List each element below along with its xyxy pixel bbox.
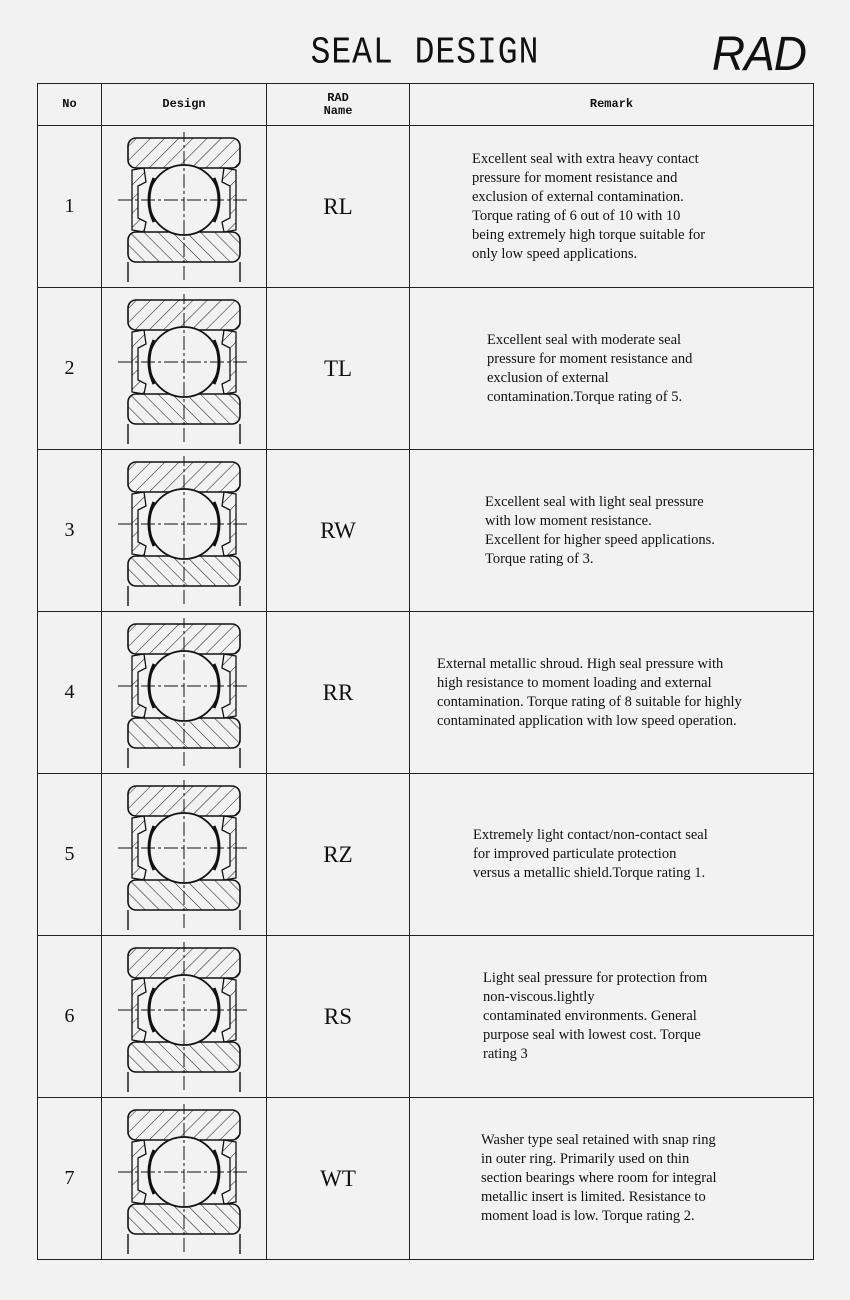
seal-design-table (37, 83, 814, 1260)
rad-name: RS (267, 936, 410, 1098)
rad-name: WT (267, 1098, 410, 1260)
bearing-seal-rr-icon (114, 618, 254, 768)
table-row (38, 450, 814, 612)
design-cell (102, 450, 267, 612)
design-cell (102, 126, 267, 288)
table-row (38, 612, 814, 774)
rad-name: RL (267, 126, 410, 288)
row-number: 2 (38, 288, 102, 450)
header-design: Design (102, 84, 267, 126)
remark-cell (410, 126, 814, 288)
remark-text: Excellent seal with extra heavy contact pressure for moment resistance and exclusion of external contamination. Torque rating of 6 out of 10 with 10 being extremely high torque suitable for only low speed applications. (472, 150, 706, 262)
bearing-seal-wt-icon (114, 1104, 254, 1254)
remark-cell (410, 450, 814, 612)
header-name-label: RAD Name (323, 90, 353, 118)
bearing-seal-rs-icon (114, 942, 254, 1092)
design-cell (102, 1098, 267, 1260)
row-number: 1 (38, 126, 102, 288)
remark-cell (410, 288, 814, 450)
header-remark: Remark (410, 84, 814, 126)
design-cell (102, 774, 267, 936)
rad-name: RZ (267, 774, 410, 936)
page-title: SEAL DESIGN (310, 31, 540, 74)
row-number: 5 (38, 774, 102, 936)
remark-text: Light seal pressure for protection from non-viscous.lightly contaminated environments. General purpose seal with lowest cost. Torque rating 3 (483, 970, 708, 1062)
design-cell (102, 936, 267, 1098)
row-number: 4 (38, 612, 102, 774)
row-number: 7 (38, 1098, 102, 1260)
rad-name: TL (267, 288, 410, 450)
header-name (267, 84, 410, 126)
table-row (38, 126, 814, 288)
remark-text: Extremely light contact/non-contact seal for improved particulate protection versus a metallic shield.Torque rating 1. (473, 827, 708, 881)
remark-text: Washer type seal retained with snap ring in outer ring. Primarily used on thin section bearings where room for integral metallic insert is limited. Resistance to moment load is low. Torque rating 2. (481, 1132, 717, 1224)
design-cell (102, 288, 267, 450)
bearing-seal-rl-icon (114, 132, 254, 282)
table-row (38, 1098, 814, 1260)
remark-text: Excellent seal with moderate seal pressure for moment resistance and exclusion of external contamination.Torque rating of 5. (487, 331, 693, 405)
remark-cell (410, 612, 814, 774)
remark-cell (410, 1098, 814, 1260)
design-cell (102, 612, 267, 774)
table-header-row (38, 84, 814, 126)
remark-text: Excellent seal with light seal pressure with low moment resistance. Excellent for higher speed applications. Torque rating of 3. (485, 493, 715, 567)
header-no: No (38, 84, 102, 126)
row-number: 6 (38, 936, 102, 1098)
table-row (38, 774, 814, 936)
remark-cell (410, 936, 814, 1098)
table-row (38, 288, 814, 450)
rad-name: RW (267, 450, 410, 612)
rad-name: RR (267, 612, 410, 774)
bearing-seal-rz-icon (114, 780, 254, 930)
brand-logo: RAD (711, 25, 806, 81)
bearing-seal-rw-icon (114, 456, 254, 606)
table-row (38, 936, 814, 1098)
remark-cell (410, 774, 814, 936)
remark-text: External metallic shroud. High seal pressure with high resistance to moment loading and external contamination. Torque rating of 8 suitable for highly contaminated application with low speed operation. (437, 655, 742, 729)
bearing-seal-tl-icon (114, 294, 254, 444)
row-number: 3 (38, 450, 102, 612)
